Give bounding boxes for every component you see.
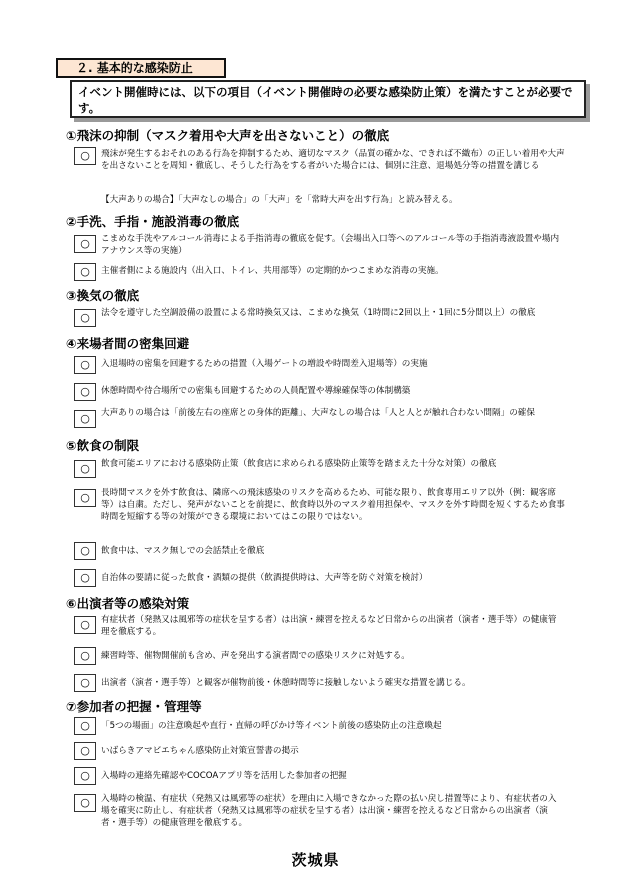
section-title: ２. 基本的な感染防止: [56, 58, 226, 78]
checkbox[interactable]: ○: [74, 742, 96, 760]
item-text: 自治体の要請に従った飲食・酒類の提供（飲酒提供時は、大声等を防ぐ対策を検討）: [101, 573, 428, 583]
checkbox[interactable]: ○: [74, 794, 96, 812]
item-text: 長時間マスクを外す飲食は、隣席への飛沫感染のリスクを高めるため、可能な限り、飲食専用エリア以外（例：観客席等）は自粛。ただし、発声がないことを前提に、飲食時以外のマスク着用担保や、マスクを外す時間を短くするため食事時間を短縮する等の対策ができる環境においてはこの限りではない。: [101, 488, 565, 522]
heading-participant-management: ⑦参加者の把握・管理等: [66, 699, 202, 714]
item-text: 大声ありの場合は「前後左右の座席との身体的距離」、大声なしの場合は「人と人とが触れ合わない間隔」の確保: [101, 408, 535, 418]
item-text: 法令を遵守した空調設備の設置による常時換気又は、こまめな換気（1時間に2回以上・1回に5分間以上）の徹底: [101, 308, 536, 318]
checkbox[interactable]: ○: [74, 383, 96, 401]
loud-voice-note: 【大声ありの場合】「大声なしの場合」の「大声」を「常時大声を出す行為」と読み替える。: [101, 195, 458, 205]
item-text: 飲食可能エリアにおける感染防止策（飲食店に求められる感染防止策等を踏まえた十分な対策）の徹底: [101, 459, 497, 469]
heading-performer-measures: ⑥出演者等の感染対策: [66, 596, 190, 611]
item-text: 入退場時の密集を回避するための措置（入場ゲートの増設や時間差入退場等）の実施: [101, 359, 428, 369]
heading-hand-hygiene: ②手洗、手指・施設消毒の徹底: [66, 214, 240, 229]
heading-crowd-avoidance: ④来場者間の密集回避: [66, 336, 190, 351]
checkbox[interactable]: ○: [74, 309, 96, 327]
item-text: 休憩時間や待合場所での密集も回避するための人員配置や導線確保等の体制構築: [101, 386, 411, 396]
item-text: 飲食中は、マスク無しでの会話禁止を徹底: [101, 546, 265, 556]
checkbox[interactable]: ○: [74, 147, 96, 165]
heading-droplet-suppression: ①飛沫の抑制（マスク着用や大声を出さないこと）の徹底: [66, 128, 390, 143]
checkbox[interactable]: ○: [74, 410, 96, 428]
item-text: 飛沫が発生するおそれのある行為を抑制するため、適切なマスク（品質の確かな、できれば不織布）の正しい着用や大声を出さないことを周知・徹底し、そうした行為をする者がいた場合には、個別に注意、退場処分等の措置を講じる: [101, 149, 565, 171]
checkbox[interactable]: ○: [74, 235, 96, 253]
item-text: 「5つの場面」の注意喚起や直行・直帰の呼びかけ等イベント前後の感染防止の注意喚起: [101, 721, 442, 731]
item-text: 練習時等、催物開催前も含め、声を発出する演者間での感染リスクに対処する。: [101, 651, 410, 661]
item-text: 有症状者（発熱又は風邪等の症状を呈する者）は出演・練習を控えるなど日常からの出演者（演者・選手等）の健康管理を徹底する。: [101, 615, 557, 637]
item-text: こまめな手洗やアルコール消毒による手指消毒の徹底を促す。（会場出入口等へのアルコール等の手指消毒液設置や場内アナウンス等の実施）: [101, 234, 560, 256]
item-text: 出演者（演者・選手等）と観客が催物前後・休憩時間等に接触しないよう確実な措置を講じる。: [101, 678, 471, 688]
checkbox[interactable]: ○: [74, 674, 96, 692]
item-text: 入場時の連絡先確認やCOCOAアプリ等を活用した参加者の把握: [101, 771, 347, 781]
issuer-footer: 茨城県: [291, 851, 340, 869]
checkbox[interactable]: ○: [74, 460, 96, 478]
heading-food-restriction: ⑤飲食の制限: [66, 438, 140, 453]
checkbox[interactable]: ○: [74, 767, 96, 785]
checkbox[interactable]: ○: [74, 717, 96, 735]
checkbox[interactable]: ○: [74, 647, 96, 665]
checkbox[interactable]: ○: [74, 616, 96, 634]
item-text: 入場時の検温、有症状（発熱又は風邪等の症状）を理由に入場できなかった際の払い戻し措置等により、有症状者の入場を確実に防止し、有症状者（発熱又は風邪等の症状を呈する者）は出演・練習を控えるなど日常からの出演者（演者・選手等）の健康管理を徹底する。: [101, 794, 557, 828]
checkbox[interactable]: ○: [74, 542, 96, 560]
checkbox[interactable]: ○: [74, 489, 96, 507]
item-text: いばらきアマビエちゃん感染防止対策宣誓書の掲示: [101, 746, 299, 756]
item-text: 主催者側による施設内（出入口、トイレ、共用部等）の定期的かつこまめな消毒の実施。: [101, 266, 444, 276]
checkbox[interactable]: ○: [74, 569, 96, 587]
lead-notice: イベント開催時には、以下の項目（イベント開催時の必要な感染防止策）を満たすことが必要です。: [70, 80, 586, 118]
checkbox[interactable]: ○: [74, 356, 96, 374]
heading-ventilation: ③換気の徹底: [66, 288, 140, 303]
checkbox[interactable]: ○: [74, 263, 96, 281]
